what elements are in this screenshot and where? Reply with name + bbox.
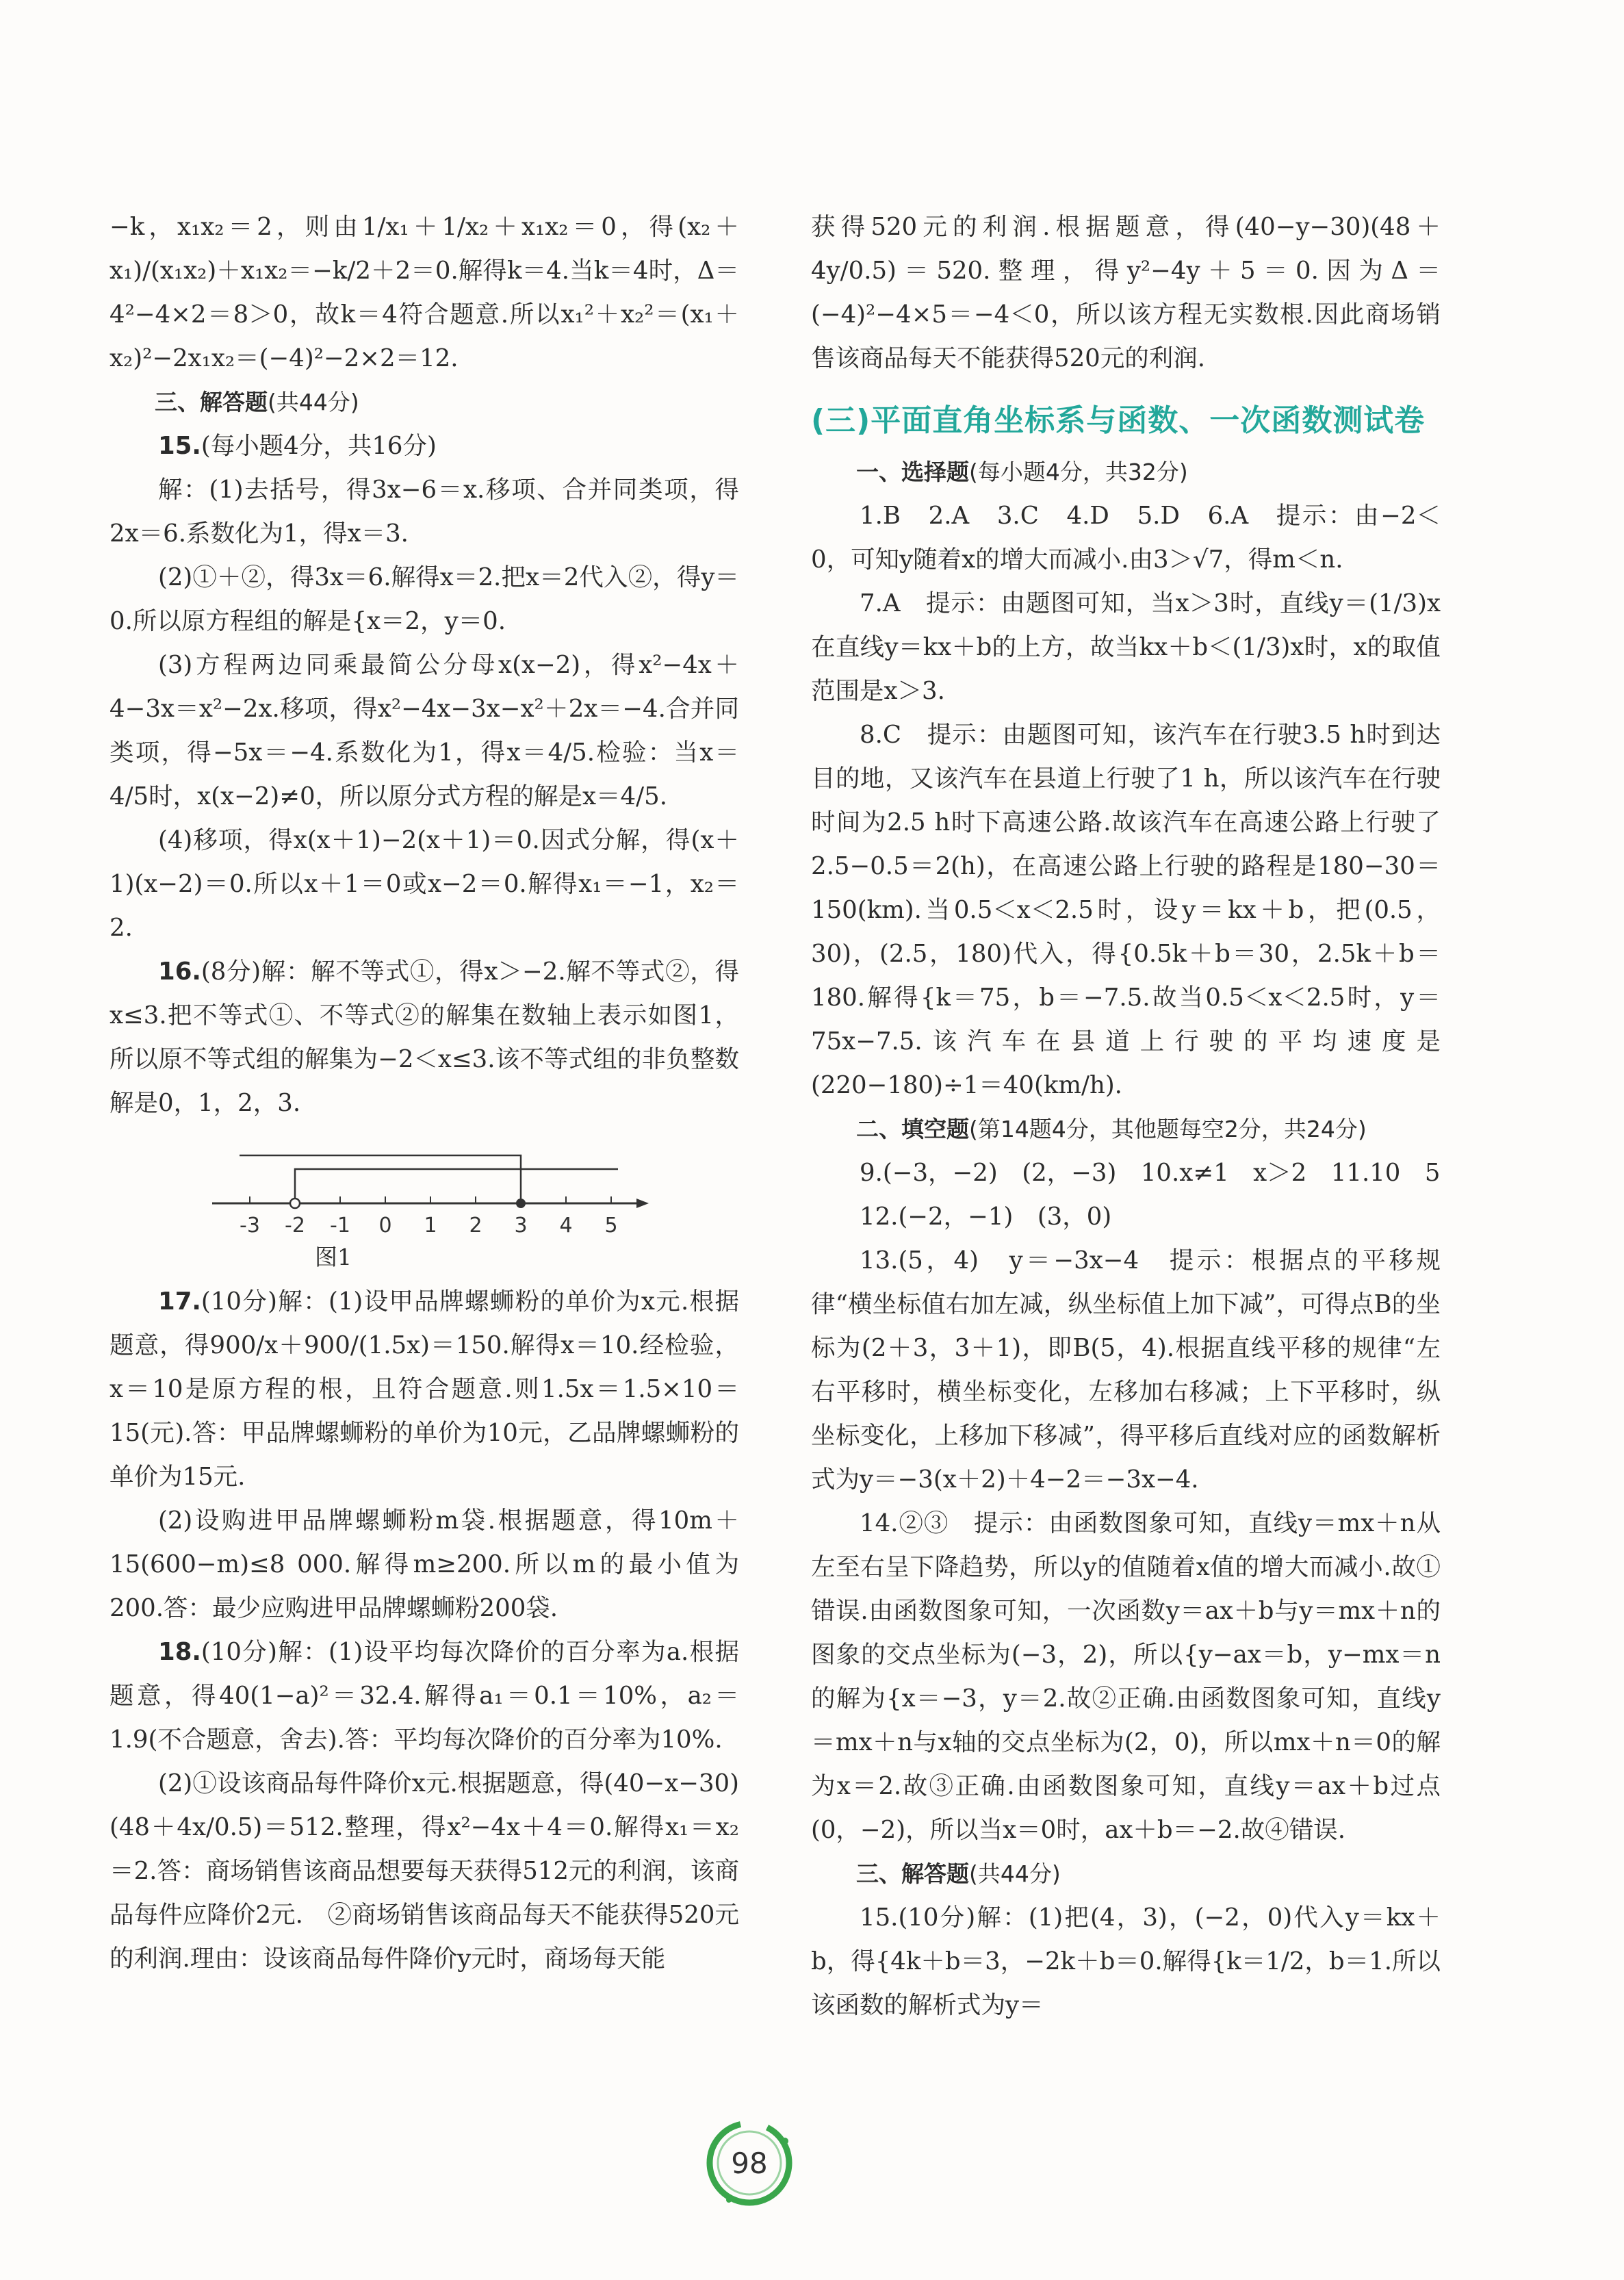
left-column	[109, 205, 739, 1981]
number-line-tick-label: 2	[469, 1214, 482, 1238]
q15-heading	[109, 424, 739, 468]
page-number: 98	[731, 2146, 768, 2180]
right-section-3-heading	[856, 1852, 1441, 1896]
q16-number: 16.	[158, 958, 201, 986]
q15-part3: (3)方程两边同乘最简公分母x(x−2)，得x²−4x＋4−3x＝x²−2x.移项，得x²−4x−3x−x²＋2x＝−4.合并同类项，得−5x＝−4.系数化为1，得x＝4/5.检验：当x＝4/5时，x(x−2)≠0，所以原分式方程的解是x＝4/5.	[109, 651, 739, 810]
q18-part1	[109, 1630, 739, 1762]
number-line-tick-label: 0	[378, 1214, 392, 1238]
interval-line-x-leq-3	[240, 1155, 521, 1203]
answer-14: 14.②③ 提示：由函数图象可知，直线y＝mx＋n从左至右呈下降趋势，所以y的值随着x值的增大而减小.故①错误.由函数图象可知，一次函数y＝ax＋b与y＝mx＋n的图象的交点坐标为(−3，2)，所以{y−ax＝b，y−mx＝n的解为{x＝−3，y＝2.故②正确.由函数图象可知，直线y＝mx＋n与x轴的交点坐标为(2，0)，所以mx＋n＝0的解为x＝2.故③正确.由函数图象可知，直线y＝ax＋b过点(0，−2)，所以当x＝0时，ax＋b＝−2.故④错误.	[811, 1509, 1441, 1844]
answers-1-6: 1.B 2.A 3.C 4.D 5.D 6.A 提示：由−2＜0，可知y随着x的增大而减小.由3＞√7，得m＜n.	[811, 502, 1441, 574]
section-2-title: 二、填空题	[856, 1116, 969, 1142]
answer-13: 13.(5，4) y＝−3x−4 提示：根据点的平移规律“横坐标值右加左减，纵坐标值上加下减”，可得点B的坐标为(2＋3，3＋1)，即B(5，4).根据直线平移的规律“左右平移时，横坐标变化，左移加右移减；上下平移时，纵坐标变化，上移加下移减”，得平移后直线对应的函数解析式为y＝−3(x＋2)＋4−2＝−3x−4.	[811, 1246, 1441, 1494]
right-section-3-note: (共44分)	[969, 1860, 1061, 1887]
number-line-arrow	[636, 1199, 649, 1208]
q15-part2: (2)①＋②，得3x＝6.解得x＝2.把x＝2代入②，得y＝0.所以原方程组的解是{x＝2，y＝0.	[109, 563, 739, 635]
number-line-tick-label: 4	[559, 1214, 573, 1238]
closed-point-3	[516, 1199, 526, 1208]
number-line-tick-label: -2	[285, 1214, 305, 1238]
q16-text: (8分)解：解不等式①，得x＞−2.解不等式②，得x≤3.把不等式①、不等式②的解集在数轴上表示如图1，所以原不等式组的解集为−2＜x≤3.该不等式组的非负整数解是0，1，2，3.	[109, 958, 739, 1117]
number-line-tick-label: 1	[424, 1214, 437, 1238]
q17-part2: (2)设购进甲品牌螺蛳粉m袋.根据题意，得10m＋15(600−m)≤8 000.解得m≥200.所以m的最小值为200.答：最少应购进甲品牌螺蛳粉200袋.	[109, 1507, 739, 1622]
number-line	[109, 1135, 739, 1238]
left-section-3-title: 三、解答题	[155, 389, 268, 415]
q15-part1: 解：(1)去括号，得3x−6＝x.移项、合并同类项，得2x＝6.系数化为1，得x＝3.	[109, 476, 739, 548]
test-title: (三)平面直角坐标系与函数、一次函数测试卷	[811, 403, 1426, 438]
q18-number: 18.	[158, 1638, 201, 1666]
q16-paragraph	[109, 950, 739, 1125]
answers-9-11: 9.(−3，−2) (2，−3) 10.x≠1 x＞2 11.10 5	[860, 1159, 1441, 1187]
section-1-title: 一、选择题	[856, 459, 969, 485]
left-section-3-note: (共44分)	[268, 389, 359, 415]
right-paragraph-1: 获得520元的利润.根据题意，得(40−y−30)(48＋4y/0.5)＝520.整理，得y²−4y＋5＝0.因为Δ＝(−4)²−4×5＝−4＜0，所以该方程无实数根.因此商场销售该商品每天不能获得520元的利润.	[811, 213, 1441, 372]
section-1-note: (每小题4分，共32分)	[969, 459, 1188, 485]
page-number-badge	[701, 2115, 797, 2211]
q17-number: 17.	[158, 1288, 201, 1316]
number-line-tick-label: -1	[330, 1214, 350, 1238]
number-line-tick-label: 3	[514, 1214, 528, 1238]
number-line-figure	[109, 1135, 739, 1275]
section-1-heading	[856, 450, 1441, 494]
number-line-tick-label: 5	[604, 1214, 618, 1238]
interval-line-x-greater-minus-2	[295, 1169, 618, 1203]
q15-note: (每小题4分，共16分)	[201, 432, 437, 460]
left-section-3-heading	[155, 381, 739, 424]
q15-number: 15.	[158, 432, 201, 460]
q17-part1-text: (10分)解：(1)设甲品牌螺蛳粉的单价为x元.根据题意，得900/x＋900/(1.5x)＝150.解得x＝10.经检验，x＝10是原方程的根，且符合题意.则1.5x＝1.5×10＝15(元).答：甲品牌螺蛳粉的单价为10元，乙品牌螺蛳粉的单价为15元.	[109, 1288, 739, 1491]
section-2-note: (第14题4分，其他题每空2分，共24分)	[969, 1116, 1367, 1142]
open-point-minus-2	[290, 1199, 300, 1208]
answer-15: 15.(10分)解：(1)把(4，3)，(−2，0)代入y＝kx＋b，得{4k＋b＝3，−2k＋b＝0.解得{k＝1/2，b＝1.所以该函数的解析式为y＝	[811, 1904, 1441, 2019]
figure-caption: 图1	[315, 1244, 352, 1270]
q18-part1-text: (10分)解：(1)设平均每次降价的百分率为a.根据题意，得40(1−a)²＝32.4.解得a₁＝0.1＝10%，a₂＝1.9(不合题意，舍去).答：平均每次降价的百分率为10%.	[109, 1638, 739, 1754]
number-line-tick-label: -3	[240, 1214, 260, 1238]
right-column	[811, 205, 1441, 2027]
left-paragraph-1: −k，x₁x₂＝2，则由1/x₁＋1/x₂＋x₁x₂＝0，得(x₂＋x₁)/(x₁x₂)＋x₁x₂＝−k/2＋2＝0.解得k＝4.当k＝4时，Δ＝4²−4×2＝8＞0，故k＝4符合题意.所以x₁²＋x₂²＝(x₁＋x₂)²−2x₁x₂＝(−4)²−2×2＝12.	[109, 213, 739, 372]
q17-part1	[109, 1280, 739, 1499]
right-section-3-title: 三、解答题	[856, 1860, 969, 1887]
answer-7: 7.A 提示：由题图可知，当x＞3时，直线y＝(1/3)x在直线y＝kx＋b的上方，故当kx＋b＜(1/3)x时，x的取值范围是x＞3.	[811, 589, 1441, 705]
q15-part4: (4)移项，得x(x＋1)−2(x＋1)＝0.因式分解，得(x＋1)(x−2)＝0.所以x＋1＝0或x−2＝0.解得x₁＝−1，x₂＝2.	[109, 826, 739, 942]
answer-12: 12.(−2，−1) (3，0)	[860, 1203, 1112, 1231]
section-2-heading	[856, 1107, 1441, 1151]
answer-8: 8.C 提示：由题图可知，该汽车在行驶3.5 h时到达目的地，又该汽车在县道上行驶了1 h，所以该汽车在行驶时间为2.5 h时下高速公路.故该汽车在高速公路上行驶了2.5−0.5＝2(h)，在高速公路上行驶的路程是180−30＝150(km).当0.5＜x＜2.5时，设y＝kx＋b，把(0.5，30)，(2.5，180)代入，得{0.5k＋b＝30，2.5k＋b＝180.解得{k＝75，b＝−7.5.故当0.5＜x＜2.5时，y＝75x−7.5.该汽车在县道上行驶的平均速度是(220−180)÷1＝40(km/h).	[811, 721, 1441, 1099]
q18-part2: (2)①设该商品每件降价x元.根据题意，得(40−x−30)(48＋4x/0.5)＝512.整理，得x²−4x＋4＝0.解得x₁＝x₂＝2.答：商场销售该商品想要每天获得512元的利润，该商品每件应降价2元. ②商场销售该商品每天不能获得520元的利润.理由：设该商品每件降价y元时，商场每天能	[109, 1769, 739, 1973]
